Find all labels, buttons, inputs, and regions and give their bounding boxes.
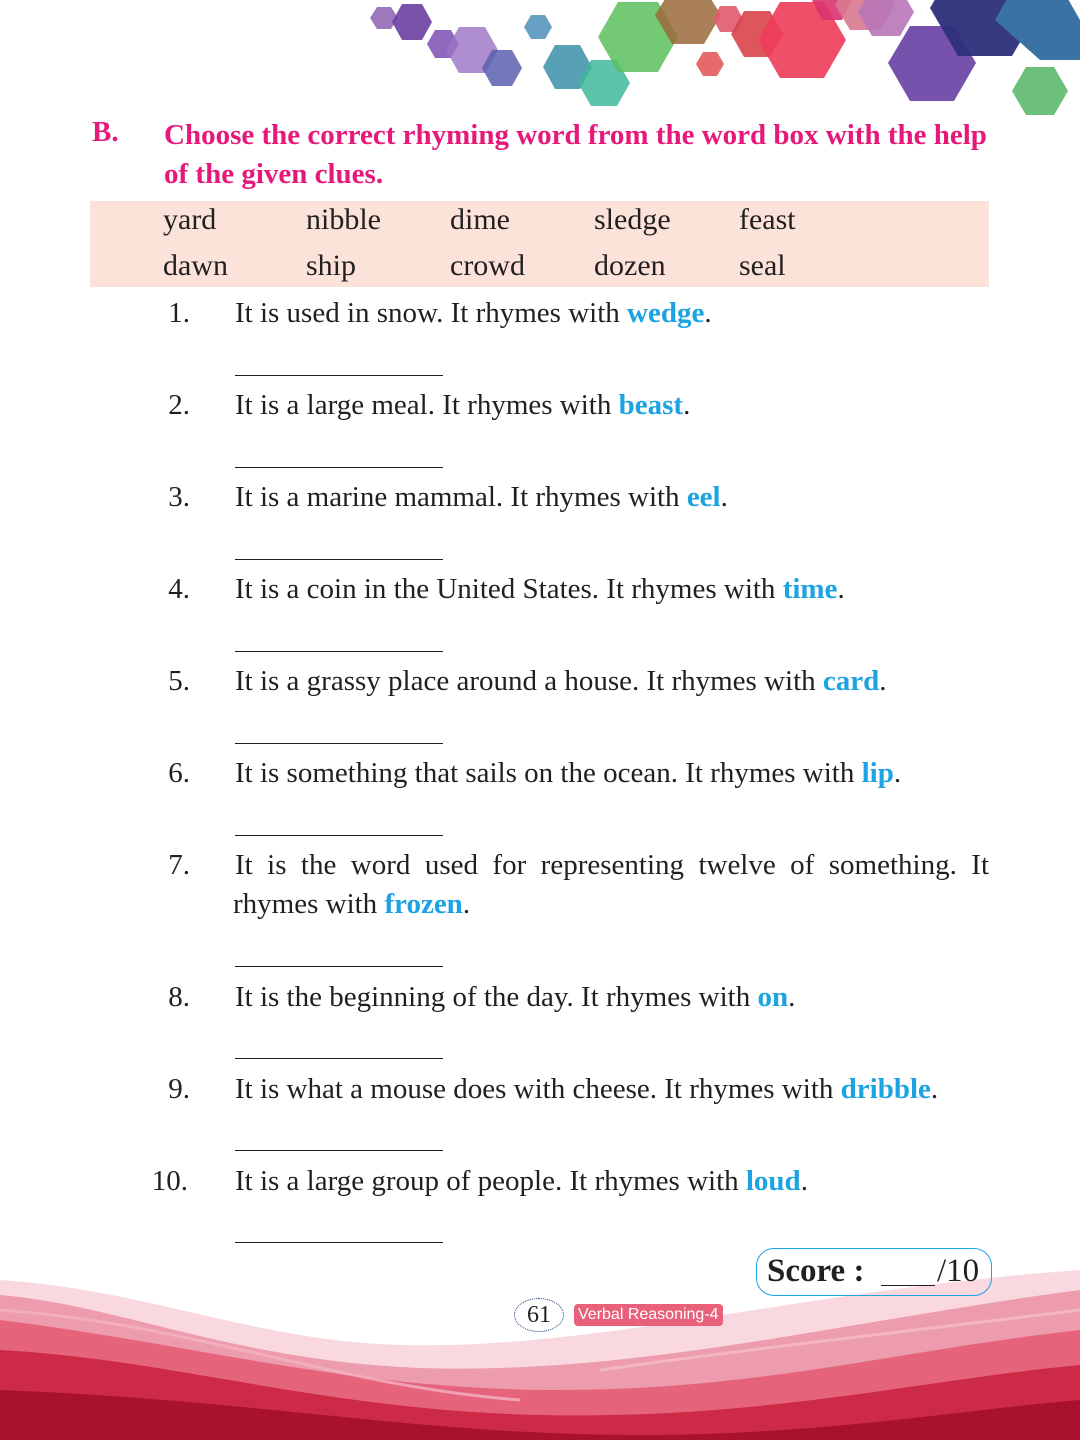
book-title-badge: Verbal Reasoning-4: [574, 1304, 723, 1326]
question-number: 2.: [168, 389, 190, 421]
question-number: 10.: [151, 1165, 188, 1197]
question-number: 5.: [168, 665, 190, 697]
question-text-continued: rhymes with frozen.: [233, 888, 471, 920]
rhyme-clue: frozen: [384, 888, 463, 920]
word-box-item: sledge: [594, 203, 671, 236]
answer-line[interactable]: [235, 1242, 443, 1243]
question-number: 3.: [168, 481, 190, 513]
rhyme-clue: eel: [686, 481, 721, 513]
answer-line[interactable]: [235, 375, 443, 376]
question-number: 1.: [168, 297, 190, 329]
answer-line[interactable]: [235, 467, 443, 468]
page-number: 61: [514, 1298, 564, 1332]
question-number: 7.: [168, 849, 190, 881]
hexagon-shape: [392, 4, 432, 40]
hexagon-shape: [1012, 67, 1068, 115]
rhyme-clue: lip: [861, 757, 894, 789]
word-box-item: ship: [306, 249, 357, 282]
rhyme-clue: wedge: [627, 297, 705, 329]
score-box: [756, 1248, 992, 1296]
score-blank[interactable]: [881, 1285, 935, 1286]
rhyme-clue: beast: [618, 389, 684, 421]
answer-line[interactable]: [235, 1150, 443, 1151]
question-text: It is the word used for representing twelve of something. It: [235, 849, 989, 881]
word-box-item: dawn: [163, 249, 228, 282]
word-box-item: nibble: [306, 203, 381, 236]
hexagon-shape: [858, 0, 914, 36]
question-text: It is a large group of people. It rhymes with loud.: [235, 1165, 808, 1197]
hexagon-shape: [524, 15, 552, 39]
answer-line[interactable]: [235, 743, 443, 744]
word-box-item: yard: [163, 203, 217, 236]
word-box-item: dozen: [594, 249, 666, 282]
word-box-item: crowd: [450, 249, 525, 282]
question-text: It is the beginning of the day. It rhymes with on.: [235, 981, 796, 1013]
question-text: It is a marine mammal. It rhymes with eel.: [235, 481, 728, 513]
score-label: Score :: [767, 1253, 865, 1289]
answer-line[interactable]: [235, 1058, 443, 1059]
rhyme-clue: time: [782, 573, 838, 605]
question-number: 6.: [168, 757, 190, 789]
instruction-text: Choose the correct rhyming word from the word box with the help of the given clues.: [164, 119, 987, 190]
word-box-item: seal: [739, 249, 786, 282]
word-box: [90, 201, 989, 287]
question-text: It is a large meal. It rhymes with beast.: [235, 389, 691, 421]
word-box-item: dime: [450, 203, 510, 236]
word-box-item: feast: [739, 203, 796, 236]
rhyme-clue: on: [757, 981, 789, 1013]
question-text: It is a coin in the United States. It rhymes with time.: [235, 573, 845, 605]
score-total: /10: [937, 1253, 980, 1289]
answer-line[interactable]: [235, 559, 443, 560]
rhyme-clue: dribble: [840, 1073, 931, 1105]
question-text: It is what a mouse does with cheese. It rhymes with dribble.: [235, 1073, 939, 1105]
question-text: It is a grassy place around a house. It rhymes with card.: [235, 665, 887, 697]
answer-line[interactable]: [235, 835, 443, 836]
question-text: It is used in snow. It rhymes with wedge.: [235, 297, 712, 329]
question-number: 9.: [168, 1073, 190, 1105]
question-number: 4.: [168, 573, 190, 605]
answer-line[interactable]: [235, 651, 443, 652]
question-number: 8.: [168, 981, 190, 1013]
hexagon-shape: [696, 52, 724, 76]
answer-line[interactable]: [235, 966, 443, 967]
hexagon-shape: [370, 7, 398, 29]
hexagon-decoration: [0, 0, 1080, 130]
rhyme-clue: loud: [745, 1165, 801, 1197]
section-letter: B.: [92, 116, 119, 148]
question-text: It is something that sails on the ocean. It rhymes with lip.: [235, 757, 902, 789]
rhyme-clue: card: [822, 665, 880, 697]
